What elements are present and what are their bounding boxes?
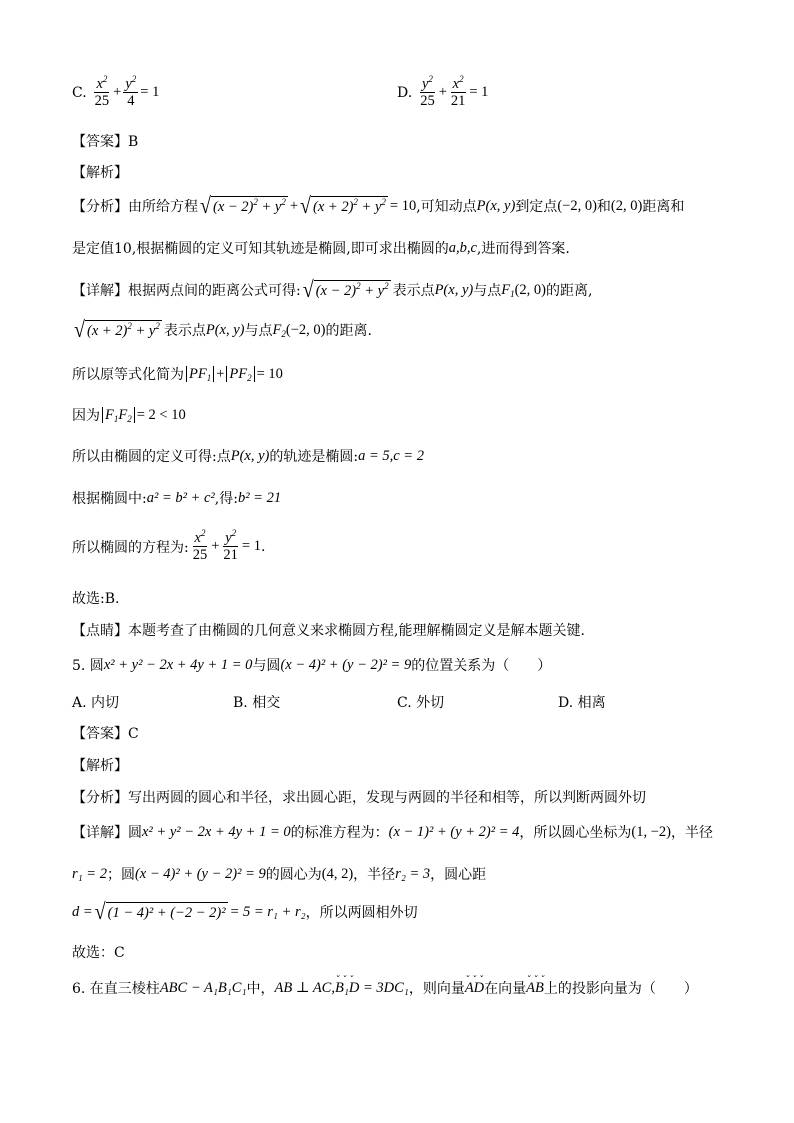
fraction: $\frac{y^2}{21}$ [223,528,238,563]
text: 表示点 [163,323,206,339]
text: ；圆 [106,867,135,883]
text: (x − 1)² + (y + 2)² = 4 [388,823,520,840]
text: ，圆心距 [430,867,487,883]
text: 21 [450,93,466,109]
text: 表示点 [392,283,435,299]
text: 25 [420,93,435,109]
option-d-label: D. [397,84,413,101]
text: 与圆 [252,658,281,674]
answer-q4 [72,131,138,151]
text: + [113,84,122,100]
text: 【答案】B [72,134,139,150]
text: 由所给方程 [128,199,198,215]
text: x [194,530,201,546]
text: 6. 在直三棱柱 [72,981,160,997]
text: (4, 2) [321,865,354,882]
text: x² + y² − 2x + 4y + 1 = 0 [142,823,291,840]
text: = 1 [140,84,160,100]
text: 【解析】 [72,165,128,181]
text: 【分析】 [72,790,128,806]
text: ⌄⌄⌄ AB [526,980,544,997]
text: ，所以圆心坐标为 [519,825,632,841]
option-c-label: C. [72,84,87,101]
text: 的距离. [325,323,372,339]
text: a² = b² + c² [146,489,215,506]
text: 5. 圆 [72,658,104,674]
text: ABC − A₁B₁C₁ [159,979,247,996]
text: 是定值10,根据椭圆的定义可知其轨迹是椭圆,即可求出椭圆的 [72,241,449,257]
text: 写出两圆的圆心和半径，求出圆心距，发现与两圆的半径和相等，所以判断两圆外切 [128,790,646,806]
text: 【分析】 [72,199,128,215]
text: ，半径 [353,867,396,883]
text: 【点睛】 [72,623,128,639]
text: (x − 4)² + (y − 2)² = 9 [134,865,266,882]
text: 21 [223,547,238,563]
answer-q5 [72,723,139,743]
text: 4 [127,93,135,109]
text: ,得: [214,491,238,507]
q5-option-c [397,692,444,712]
text: ,可知动点 [416,199,477,215]
text: d = [72,903,93,920]
fenxi-q4-line2 [72,238,570,258]
text: y [125,76,132,92]
q6-stem [72,978,698,998]
text: 25 [192,547,208,563]
text: = 10 [256,365,283,382]
text: A. 内切 [72,695,120,711]
text: 故选：C [72,945,125,961]
text: = 5 = r₁ + r₂ [229,903,306,920]
jiexi-q5 [72,755,128,775]
text: 和 [596,199,611,215]
fraction [93,76,112,109]
xiangjie-q5-line3 [72,899,418,925]
text: ⌄⌄⌄ B₁D = 3DC₁ [335,980,409,997]
fenxi-q5 [72,787,646,807]
text: 的标准方程为： [290,825,389,841]
sqrt: √ $(x - 2)^2 + y^2$ [302,277,389,303]
text: 2 [428,74,433,84]
text: 故选:B. [72,591,120,607]
text: 所以原等式化简为 [72,367,184,383]
text: y [225,530,232,546]
xiangjie-q4: 【详解】 根据两点间的距离公式可得: √ $(x - 2)^2 + y^2$ 表示点 P(x, y) 与点 $F_1(2$, 0) 的距离, [72,277,593,303]
text: 与点 [473,283,502,299]
text: 的距离, [546,283,593,299]
text: r₁ = 2 [72,865,107,882]
text: 中， [246,981,275,997]
text: ，半径 [671,825,713,841]
text: 的轨迹是椭圆: [269,449,359,465]
text: 【解析】 [72,758,128,774]
text: 圆 [128,825,142,841]
text: r₂ = 3 [395,865,431,882]
q5-option-d [558,692,606,712]
sqrt: √ $(x + 2)^2 + y^2$ [300,193,386,219]
option-c [72,76,159,109]
text: 本题考查了由椭圆的几何意义来求椭圆方程,能理解椭圆定义是解本题关键. [128,623,585,639]
q4-dianjing [72,620,585,640]
text: AB ⊥ AC, [274,979,335,996]
text: (1, −2) [631,823,671,840]
text: 2 [131,74,137,84]
xiangjie-q4-line2: √ $(x + 2)^2 + y^2$ 表示点 P(x, y) 与点 $F_2(-2$, 0) 的距离. [74,317,372,343]
text: a,b,c [448,239,477,256]
text: 【答案】C [72,726,139,742]
text: 【详解】 [72,825,128,841]
text: 2 [459,74,464,84]
text: ，所以两圆相外切 [305,905,418,921]
text: 在向量 [484,981,527,997]
q5-stem [72,655,551,675]
q5-guxuan [72,942,125,962]
fraction [449,76,468,109]
text: (1 − 4)² + (−2 − 2)² [106,902,228,922]
jiexi-q4 [72,162,128,182]
text: 【详解】 [72,283,128,299]
fenxi-q4: 【分析】 由所给方程 √ $(x - 2)^2 + y^2$ + √ $(x + 2)^2 + y^2$ = 10 ,可知动点 P(x, y) 到定点 (−2, 0) 和 (2, 0) 距离和 [72,193,685,219]
text: 2 [102,74,108,84]
text: y [421,76,429,92]
fraction: $\frac{x^2}{25}$ [192,528,208,563]
q4-line4: 因为 $F_1F_2$ = 2 < 10 [72,406,186,424]
text: b² = 21 [237,489,282,506]
text: ⌄⌄⌄ AD [465,980,484,997]
sqrt: √ $(x - 2)^2 + y^2$ [200,193,286,219]
fraction [418,76,437,109]
text: 与点 [244,323,273,339]
sqrt: √ $(x + 2)^2 + y^2$ [74,317,160,343]
text: 因为 [72,408,100,424]
text: B. 相交 [233,695,281,711]
text: = 2 < 10 [136,406,186,423]
q4-line6 [72,488,281,508]
text: . [260,538,266,555]
q4-line3: 所以原等式化简为 $PF_1$ + $PF_2$ = 10 [72,365,283,383]
option-d [397,76,488,109]
text: 上的投影向量为（ ） [543,981,698,997]
xiangjie-q5 [72,822,713,842]
text: 根据两点间的距离公式可得: [128,283,301,299]
q4-line5: 所以由椭圆的定义可得:点 P(x, y) 的轨迹是椭圆: a = 5,c = 2 [72,447,424,465]
text: x² + y² − 2x + 4y + 1 = 0 [103,656,253,673]
text: a = 5,c = 2 [358,447,424,464]
text: ,进而得到答案. [476,241,570,257]
text: x [452,76,460,92]
xiangjie-q5-line2 [72,864,486,884]
q5-option-a [72,692,119,712]
q4-guxuan [72,588,119,608]
fraction [123,76,138,109]
sqrt: √ (1 − 4)² + (−2 − 2)² [94,899,226,925]
text: C. 外切 [397,695,445,711]
text: ，则向量 [408,981,465,997]
text: + [438,84,447,100]
text: 根据椭圆中: [72,491,147,507]
text: 所以由椭圆的定义可得:点 [72,449,231,465]
text: D. 相离 [558,695,606,711]
text: 到定点 [515,199,558,215]
text: = 1 [469,84,489,100]
text: 25 [94,93,110,109]
text: x [96,76,103,92]
q4-line7: 所以椭圆的方程为: $\frac{x^2}{25}$ + $\frac{y^2}{21}$ = 1 . [72,528,266,563]
text: (x − 4)² + (y − 2)² = 9 [280,656,412,673]
text: 的圆心为 [265,867,322,883]
text: 所以椭圆的方程为: [72,539,189,556]
q5-option-b [233,692,280,712]
text: 距离和 [642,199,685,215]
text: 的位置关系为（ ） [411,658,552,674]
